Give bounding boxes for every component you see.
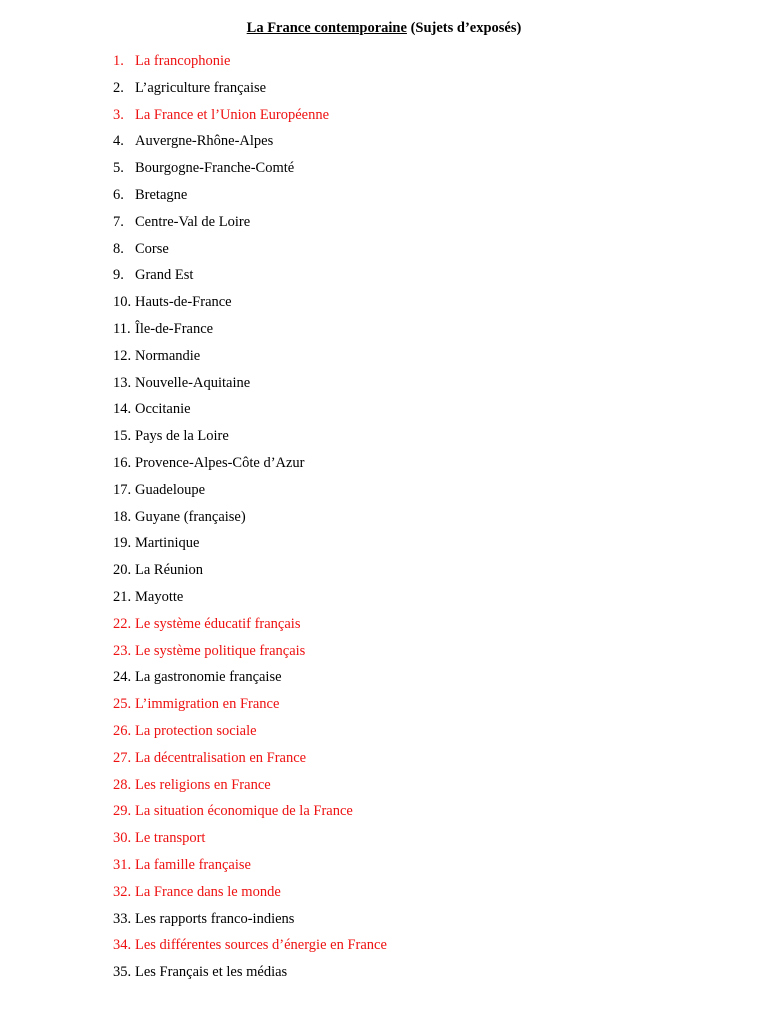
- topic-number: 16.: [113, 454, 132, 471]
- topic-label: Bretagne: [135, 186, 188, 203]
- topic-item: [113, 775, 387, 802]
- topic-number: 6.: [113, 186, 124, 203]
- topic-item: [113, 480, 387, 507]
- topic-number: 19.: [113, 535, 132, 552]
- topic-item: [113, 131, 387, 158]
- topic-label: Provence-Alpes-Côte d’Azur: [135, 454, 305, 471]
- topic-number: 17.: [113, 481, 132, 498]
- topic-number: 5.: [113, 160, 124, 177]
- topic-label: Hauts-de-France: [135, 294, 232, 311]
- topic-item: [113, 292, 387, 319]
- topic-item: [113, 935, 387, 962]
- topic-number: 31.: [113, 856, 132, 873]
- topic-number: 10.: [113, 294, 132, 311]
- topic-number: 24.: [113, 669, 132, 686]
- topic-item: [113, 962, 387, 989]
- topic-item: [113, 239, 387, 266]
- topic-number: 7.: [113, 213, 124, 230]
- topic-label: La Réunion: [135, 562, 204, 579]
- topic-label: Martinique: [135, 535, 200, 552]
- topic-item: [113, 694, 387, 721]
- topic-number: 32.: [113, 883, 132, 900]
- topic-label: Guadeloupe: [135, 481, 206, 498]
- topic-number: 3.: [113, 106, 124, 123]
- topic-number: 25.: [113, 696, 132, 713]
- topic-label: La protection sociale: [135, 722, 257, 739]
- topic-item: [113, 614, 387, 641]
- topic-number: 15.: [113, 428, 132, 445]
- topic-item: [113, 748, 387, 775]
- topic-item: [113, 828, 387, 855]
- topic-number: 26.: [113, 722, 132, 739]
- topic-label: Les religions en France: [135, 776, 271, 793]
- topic-number: 29.: [113, 803, 132, 820]
- topic-label: Les Français et les médias: [135, 964, 288, 981]
- topic-number: 35.: [113, 964, 132, 981]
- topic-label: Les rapports franco-indiens: [135, 910, 295, 927]
- topic-label: Centre-Val de Loire: [135, 213, 251, 230]
- topic-number: 14.: [113, 401, 132, 418]
- topic-item: [113, 265, 387, 292]
- topic-label: Mayotte: [135, 588, 184, 605]
- topic-label: Occitanie: [135, 401, 191, 418]
- topic-label: La situation économique de la France: [135, 803, 353, 820]
- topic-number: 30.: [113, 830, 132, 847]
- topic-item: [113, 78, 387, 105]
- topic-number: 8.: [113, 240, 124, 257]
- topic-number: 1.: [113, 53, 124, 69]
- topic-item: [113, 641, 387, 668]
- topic-item: [113, 426, 387, 453]
- topic-item: [113, 882, 387, 909]
- topic-number: 13.: [113, 374, 132, 391]
- topic-label: La famille française: [135, 856, 251, 873]
- topic-number: 20.: [113, 562, 132, 579]
- topic-label: Le système éducatif français: [135, 615, 301, 632]
- topic-number: 34.: [113, 937, 132, 954]
- topic-number: 23.: [113, 642, 132, 659]
- topic-label: Normandie: [135, 347, 201, 364]
- topic-label: Guyane (française): [135, 508, 246, 525]
- topic-item: [113, 453, 387, 480]
- topic-item: [113, 212, 387, 239]
- topic-item: [113, 51, 387, 78]
- topic-label: La France dans le monde: [135, 883, 281, 900]
- topic-item: [113, 533, 387, 560]
- title-subtitle: (Sujets d’exposés): [410, 20, 522, 36]
- topic-item: [113, 560, 387, 587]
- topic-item: [113, 909, 387, 936]
- topic-number: 11.: [113, 320, 131, 337]
- page-title: [0, 18, 768, 38]
- topic-label: Corse: [135, 240, 169, 257]
- topic-item: [113, 721, 387, 748]
- topic-item: [113, 105, 387, 132]
- topic-label: L’immigration en France: [135, 696, 280, 713]
- topic-label: La gastronomie française: [135, 669, 282, 686]
- topic-item: [113, 855, 387, 882]
- topic-number: 2.: [113, 79, 124, 96]
- topic-item: [113, 667, 387, 694]
- topic-number: 27.: [113, 749, 132, 766]
- topic-number: 4.: [113, 133, 124, 150]
- topic-label: L’agriculture française: [135, 79, 267, 96]
- topic-label: La décentralisation en France: [135, 749, 307, 766]
- topic-item: [113, 373, 387, 400]
- topic-label: Grand Est: [135, 267, 194, 284]
- topic-label: Pays de la Loire: [135, 428, 229, 445]
- title-main: La France contemporaine: [246, 20, 407, 36]
- topic-label: Nouvelle-Aquitaine: [135, 374, 251, 391]
- topic-item: [113, 185, 387, 212]
- topic-label: Le transport: [135, 830, 206, 847]
- topic-label: Auvergne-Rhône-Alpes: [135, 133, 274, 150]
- topic-label: Les différentes sources d’énergie en France: [135, 937, 387, 954]
- topic-item: [113, 399, 387, 426]
- topic-item: [113, 587, 387, 614]
- topic-label: La francophonie: [135, 53, 231, 69]
- topic-number: 21.: [113, 588, 132, 605]
- topic-label: La France et l’Union Européenne: [135, 106, 330, 123]
- topic-number: 28.: [113, 776, 132, 793]
- topic-item: [113, 158, 387, 185]
- topic-label: Le système politique français: [135, 642, 306, 659]
- topic-number: 33.: [113, 910, 132, 927]
- topic-label: Bourgogne-Franche-Comté: [135, 160, 295, 177]
- topic-number: 12.: [113, 347, 132, 364]
- topic-label: Île-de-France: [135, 320, 214, 337]
- topic-number: 18.: [113, 508, 132, 525]
- topic-list: [113, 51, 387, 989]
- topic-item: [113, 319, 387, 346]
- topic-item: [113, 801, 387, 828]
- topic-item: [113, 507, 387, 534]
- topic-number: 22.: [113, 615, 132, 632]
- topic-item: [113, 346, 387, 373]
- topic-number: 9.: [113, 267, 124, 284]
